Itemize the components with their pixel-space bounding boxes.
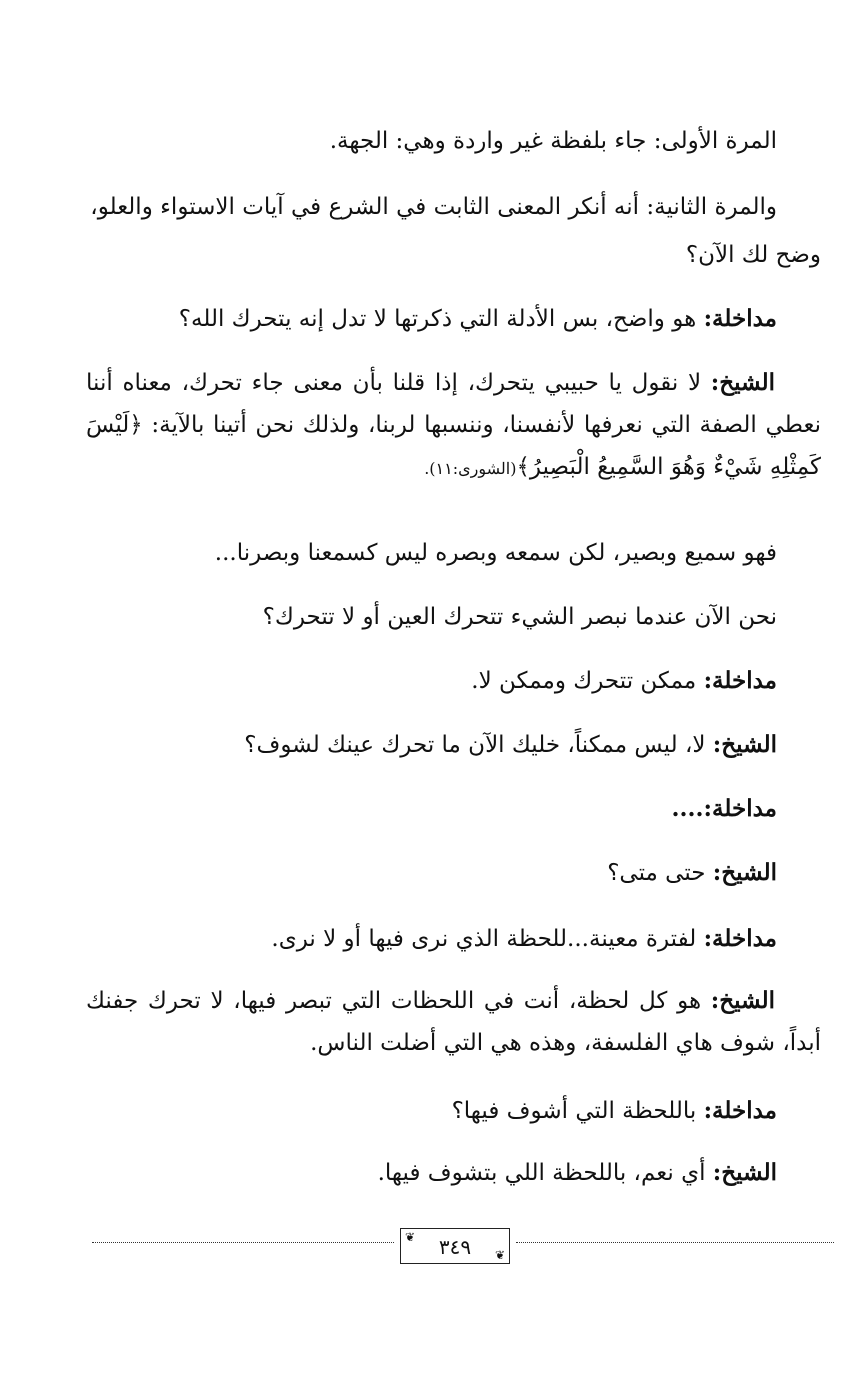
dialogue-line (271, 918, 777, 960)
speaker-label: الشيخ: (712, 859, 777, 886)
speaker-label: الشيخ: (710, 369, 775, 396)
dialogue-line (672, 788, 777, 830)
dialogue-line (607, 852, 777, 894)
ornament-icon: ❦ (494, 1248, 505, 1262)
speaker-label: مداخلة: (703, 667, 777, 694)
dialogue-text: هو واضح، بس الأدلة التي ذكرتها لا تدل إنه يتحرك الله؟ (178, 306, 704, 332)
paragraph-text: والمرة الثانية: أنه أنكر المعنى الثابت في الشرع في آيات الاستواء والعلو، (90, 194, 777, 220)
speaker-label: مداخلة: (703, 925, 777, 952)
dialogue-line (179, 298, 777, 340)
dialogue-line (452, 1090, 777, 1132)
dialogue-line (244, 724, 777, 766)
speaker-label: مداخلة:.... (671, 795, 777, 822)
speaker-label: الشيخ: (710, 987, 775, 1014)
speaker-label: مداخلة: (703, 305, 777, 332)
paragraph-line (263, 596, 777, 638)
dialogue-text: لفترة معينة...للحظة الذي نرى فيها أو لا نرى. (271, 926, 704, 952)
dialogue-text: أي نعم، باللحظة اللي بتشوف فيها. (377, 1160, 713, 1186)
dialogue-line (471, 660, 777, 702)
dialogue-line (378, 1152, 777, 1194)
paragraph-first-time (330, 120, 777, 162)
dialogue-text: حتى متى؟ (607, 860, 713, 886)
dialogue-text: باللحظة التي أشوف فيها؟ (451, 1098, 704, 1124)
page-footer (0, 1226, 867, 1270)
paragraph-text: وضح لك الآن؟ (685, 242, 821, 268)
speaker-label: الشيخ: (712, 731, 777, 758)
paragraph-text: فهو سميع وبصير، لكن سمعه وبصره ليس كسمعنا وبصرنا... (214, 540, 777, 566)
speaker-label: مداخلة: (703, 1097, 777, 1124)
footer-divider-left (92, 1242, 394, 1243)
dialogue-text: لا، ليس ممكناً، خليك الآن ما تحرك عينك لشوف؟ (244, 732, 713, 758)
dialogue-text: ممكن تتحرك وممكن لا. (471, 668, 704, 694)
verse-reference: (الشورى:١١). (424, 459, 517, 478)
dialogue-text: لا نقول يا حبيبي يتحرك، إذا قلنا بأن معنى جاء تحرك، معناه أننا نعطي الصفة التي نعرفها لأنفسنا، وننسبها لربنا، ولذلك نحن أتينا بالآية: ﴿لَيْسَ كَمِثْلِهِ شَيْءٌ وَهُوَ السَّمِيعُ الْبَصِيرُ﴾ (86, 370, 821, 480)
ornament-icon: ❦ (405, 1230, 416, 1244)
paragraph-second-time-cont (686, 234, 821, 276)
page-number: ٣٤٩ (438, 1235, 472, 1259)
speaker-label: الشيخ: (712, 1159, 777, 1186)
paragraph-text: نحن الآن عندما نبصر الشيء تتحرك العين أو لا تتحرك؟ (262, 604, 777, 630)
dialogue-line (86, 980, 821, 1064)
paragraph-line (215, 532, 777, 574)
paragraph-second-time (90, 186, 777, 228)
dialogue-line (86, 362, 821, 490)
paragraph-text: المرة الأولى: جاء بلفظة غير واردة وهي: الجهة. (329, 128, 777, 154)
dialogue-text: هو كل لحظة، أنت في اللحظات التي تبصر فيها، لا تحرك جفنك أبداً، شوف هاي الفلسفة، وهذه هي التي أضلت الناس. (86, 988, 821, 1056)
page-number-box (400, 1228, 510, 1264)
footer-divider-right (516, 1242, 834, 1243)
